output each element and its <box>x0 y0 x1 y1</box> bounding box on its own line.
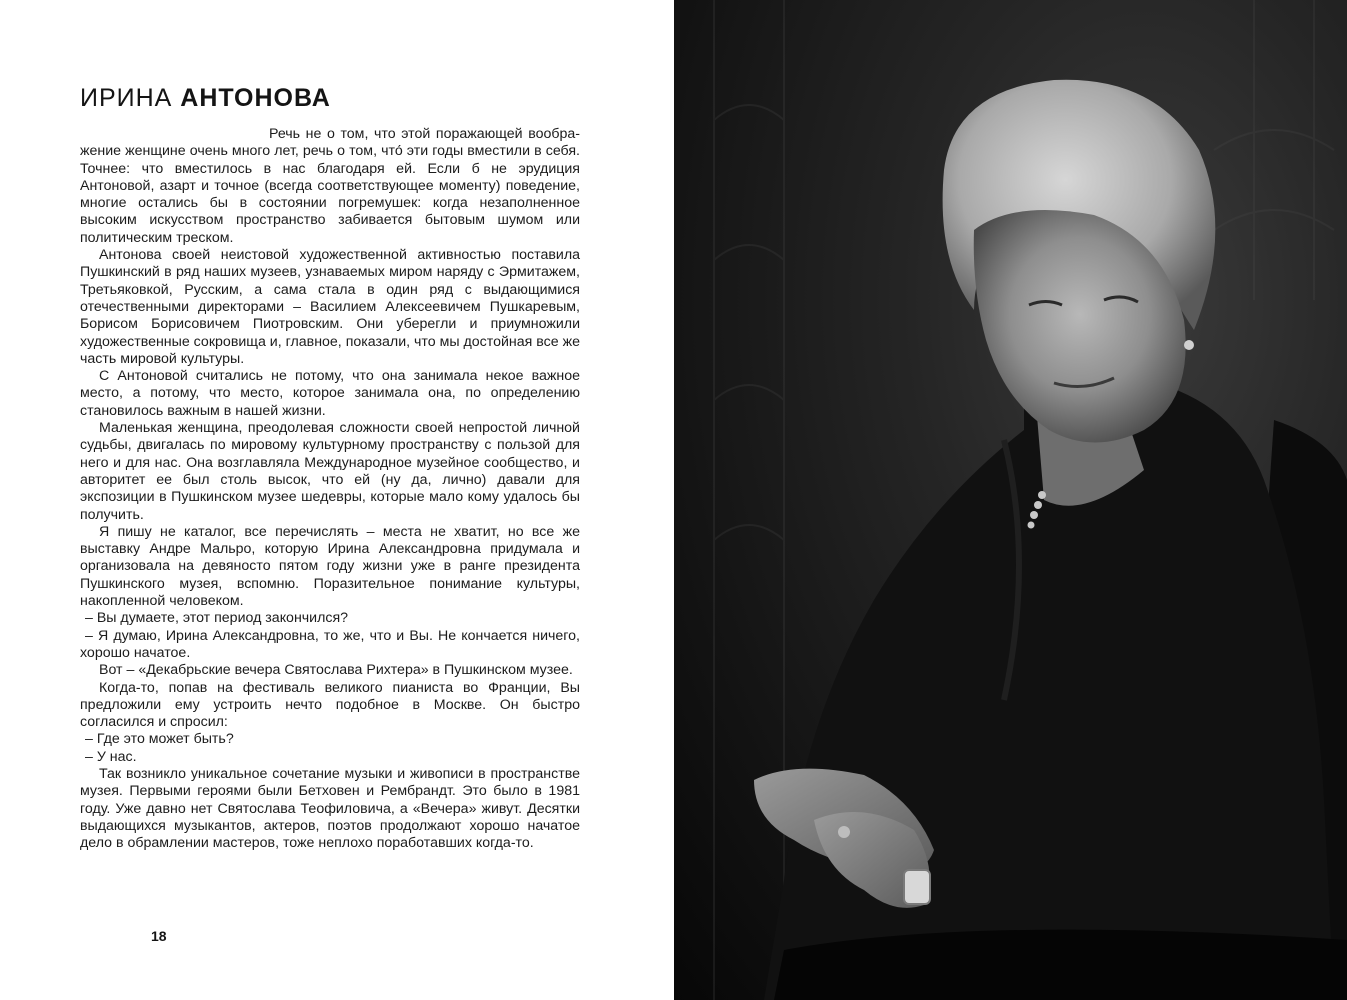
paragraph: Я пишу не каталог, все перечислять – места не хватит, но все же выставку Андре Мальро, которую Ирина Александровна придумала и организовала на девяносто пятом году жизни уже в ранге президента Пушкинского музея, вспомню. Поразительное понимание культуры, накопленной человеком. <box>80 523 580 610</box>
dialogue-line: – У нас. <box>85 748 137 765</box>
paragraph: Речь не о том, что этой поражающей воображение женщине очень много лет, речь о том, что́ эти годы вместили в себя. Точнее: что вместилось в нас благодаря ей. Если б не эрудиция Антоновой, азарт и точное (всегда соответствующее моменту) поведение, многие остались бы в состоянии погремушек: когда незаполненное высоким искусством пространство забивается бытовым шумом или политическим треском. <box>80 126 580 246</box>
dialogue-line: – Вы думаете, этот период закончился? <box>85 610 349 627</box>
page-number: 18 <box>151 928 167 944</box>
page-title <box>80 84 331 113</box>
article-body <box>80 126 580 852</box>
portrait-photo <box>674 0 1347 1000</box>
paragraph: Вот – «Декабрьские вечера Святослава Рихтера» в Пушкинском музее. <box>99 662 573 679</box>
title-first-name: ИРИНА <box>80 84 181 112</box>
paragraph: Так возникло уникальное сочетание музыки и живописи в пространстве музея. Первыми героями были Бетховен и Рембрандт. Это было в 1981 году. Уже давно нет Святослава Теофиловича, а «Вечера» живут. Десятки выдающихся музыкантов, актеров, поэтов продолжают хорошо начатое дело в обрамлении мастеров, тоже неплохо поработавших когда-то. <box>80 765 580 852</box>
paragraph: Когда-то, попав на фестиваль великого пианиста во Франции, Вы предложили ему устроить нечто подобное в Москве. Он быстро согласился и спросил: <box>80 679 580 731</box>
dialogue-line: – Я думаю, Ирина Александровна, то же, что и Вы. Не кончается ничего, хорошо начатое. <box>80 627 580 661</box>
portrait-illustration <box>674 0 1347 1000</box>
paragraph: С Антоновой считались не потому, что она занимала некое важное место, а потому, что место, которое занимала она, по определению становилось важным в нашей жизни. <box>80 368 580 419</box>
paragraph: Антонова своей неистовой художественной активностью поставила Пушкинский в ряд наших музеев, узнаваемых миром наряду с Эрмитажем, Третьяковкой, Русским, а сама стала в один ряд с выдающимися отечественными директорами – Василием Алексеевичем Пушкаревым, Борисом Борисовичем Пиотровским. Они уберегли и приумножили художественные сокровища и, главное, показали, что мы достойная все же часть мировой культуры. <box>80 247 580 367</box>
dialogue-line: – Где это может быть? <box>85 731 234 748</box>
paragraph: Маленькая женщина, преодолевая сложности своей непростой личной судьбы, двигалась по мировому культурному пространству с пользой для него и для нас. Она возглавляла Международное музейное сообщество, и авторитет ее был столь высок, что ей (ну да, лично) давали для экспозиции в Пушкинском музее шедевры, которые мало кому удалось бы получить. <box>80 420 580 523</box>
title-last-name: АНТОНОВА <box>180 84 331 112</box>
